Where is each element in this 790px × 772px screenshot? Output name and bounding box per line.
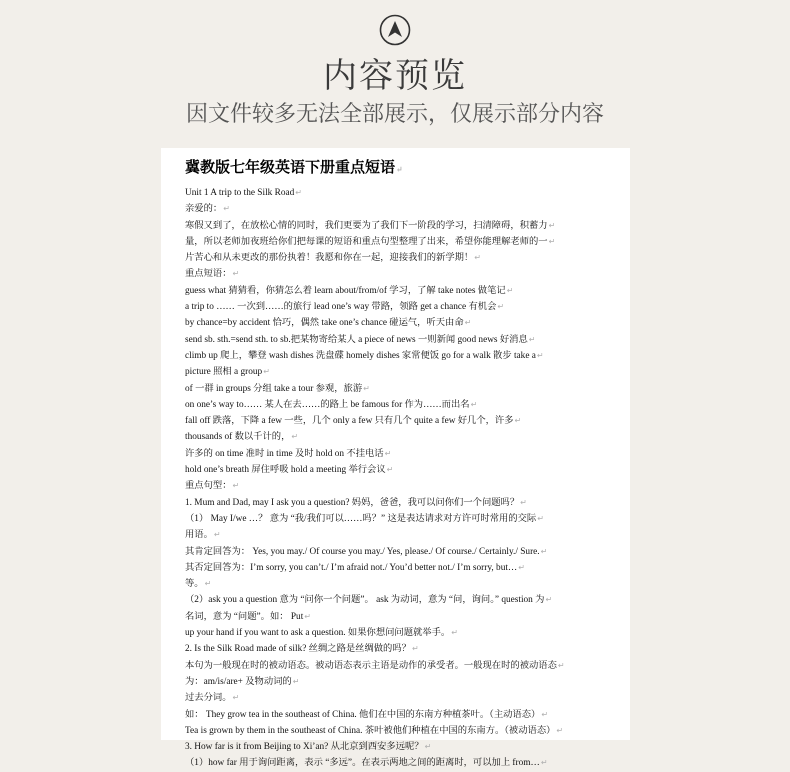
document-line: up your hand if you want to ask a question. 如果你想问问题就举手。↵ bbox=[185, 628, 458, 639]
document-line: of 一群 in groups 分组 take a tour 参观，旅游↵ bbox=[185, 383, 370, 394]
document-line: 2. Is the Silk Road made of silk? 丝绸之路是丝绸做的吗？↵ bbox=[185, 644, 419, 655]
document-line: fall off 跌落，下降 a few 一些，几个 only a few 只有几个 quite a few 好几个，许多↵ bbox=[185, 416, 522, 427]
document-line: 片苦心和从未更改的那份执着！我愿和你在一起，迎接我们的新学期！↵ bbox=[185, 253, 481, 264]
document-line: 重点句型：↵ bbox=[185, 481, 240, 492]
document-line: （2）ask you a question 意为 “问你一个问题”。 ask 为动词，意为 “问，询问。” question 为↵ bbox=[185, 595, 553, 606]
document-line: 3. How far is it from Beijing to Xi’an? 从北京到西安多远呢？↵ bbox=[185, 742, 432, 753]
document-line: 其肯定回答为： Yes, you may./ Of course you may./ Yes, please./ Of course./ Certainly./ Sure.↵ bbox=[185, 546, 548, 557]
document-preview bbox=[161, 148, 630, 769]
document-line: 过去分词。↵ bbox=[185, 693, 240, 704]
document-lines bbox=[185, 185, 603, 772]
document-line: thousands of 数以千计的，↵ bbox=[185, 432, 299, 443]
document-line: hold one’s breath 屏住呼吸 hold a meeting 举行会议↵ bbox=[185, 465, 394, 476]
document-line: 本句为一般现在时的被动语态。被动语态表示主语是动作的承受者。一般现在时的被动语态↵ bbox=[185, 660, 565, 671]
document-line: 如： They grow tea in the southeast of China. 他们在中国的东南方种植茶叶。（主动语态）↵ bbox=[185, 709, 549, 720]
document-title: 冀教版七年级英语下册重点短语↵ bbox=[185, 158, 403, 176]
document-line: 量，所以老师加夜班给你们把每课的短语和重点句型整理了出来，希望你能理解老师的一↵ bbox=[185, 236, 556, 247]
document-line: guess what 猜猜看，你猜怎么着 learn about/from/of 学习，了解 take notes 做笔记↵ bbox=[185, 285, 514, 296]
up-arrow-circle-icon bbox=[379, 14, 411, 46]
document-line: on one’s way to…… 某人在去……的路上 be famous for 作为……而出名↵ bbox=[185, 399, 478, 410]
document-line: 重点短语：↵ bbox=[185, 269, 240, 280]
document-line: climb up 爬上，攀登 wash dishes 洗盘碟 homely dishes 家常便饭 go for a walk 散步 take a↵ bbox=[185, 350, 544, 361]
document-line: 亲爱的：↵ bbox=[185, 204, 230, 215]
document-line: picture 照相 a group↵ bbox=[185, 367, 270, 378]
page-title: 内容预览 bbox=[323, 56, 467, 96]
document-line: by chance=by accident 恰巧，偶然 take one’s chance 碰运气，听天由命↵ bbox=[185, 318, 472, 329]
document-line: （1） May I/we …？ 意为 “我/我们可以……吗？” 这是表达请求对方许可时常用的交际↵ bbox=[185, 513, 544, 524]
document-line: a trip to …… 一次到……的旅行 lead one’s way 带路，领路 get a chance 有机会↵ bbox=[185, 302, 505, 313]
document-line: send sb. sth.=send sth. to sb.把某物寄给某人 a piece of news 一则新闻 good news 好消息↵ bbox=[185, 334, 536, 345]
document-line: （1）how far 用于询问距离，表示 “多远”。在表示两地之间的距离时，可以加上 from…↵ bbox=[185, 758, 548, 769]
document-line: 寒假又到了，在放松心情的同时，我们更要为了我们下一阶段的学习，扫清障碍，积蓄力↵ bbox=[185, 220, 556, 231]
document-line: 名词，意为 “问题”。如： Put↵ bbox=[185, 611, 311, 622]
document-line: 为：am/is/are+ 及物动词的↵ bbox=[185, 676, 300, 687]
document-content bbox=[185, 154, 603, 772]
document-line: Unit 1 A trip to the Silk Road↵ bbox=[185, 188, 302, 198]
document-line: 许多的 on time 准时 in time 及时 hold on 不挂电话↵ bbox=[185, 448, 392, 459]
document-line: 用语。↵ bbox=[185, 530, 221, 541]
document-line: 其否定回答为：I’m sorry, you can’t./ I’m afraid not./ You’d better not./ I’m sorry, but…↵ bbox=[185, 562, 525, 573]
document-line: 1. Mum and Dad, may I ask you a question? 妈妈，爸爸，我可以问你们一个问题吗？↵ bbox=[185, 497, 527, 508]
document-line: Tea is grown by them in the southeast of China. 茶叶被他们种植在中国的东南方。（被动语态）↵ bbox=[185, 725, 564, 736]
page-subtitle: 因文件较多无法全部展示，仅展示部分内容 bbox=[185, 102, 604, 127]
document-line: 等。↵ bbox=[185, 579, 212, 590]
